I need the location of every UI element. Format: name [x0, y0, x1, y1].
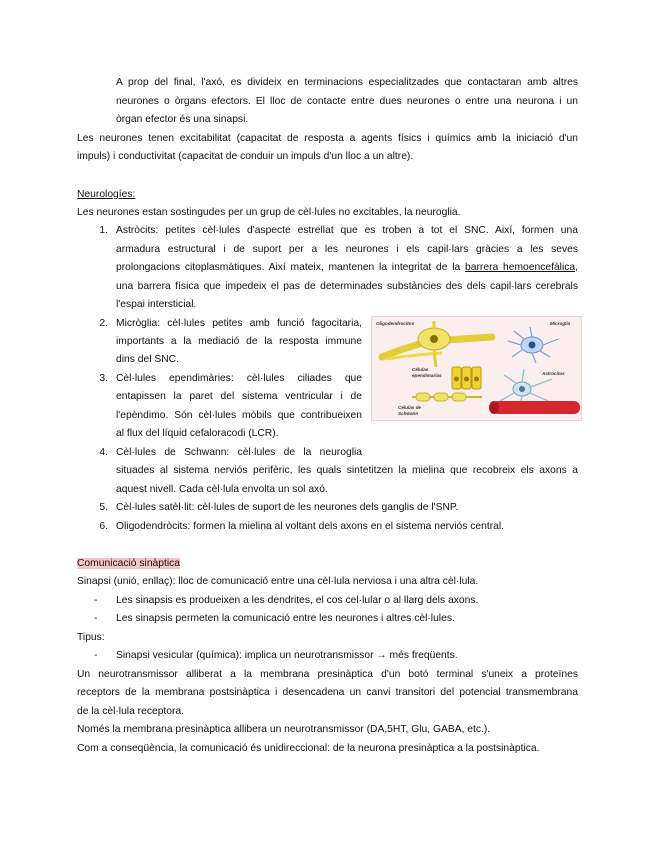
ependymal-line-2: entapissen la paret del sistema ventricular i de: [116, 391, 362, 402]
item-number: 6.: [99, 521, 108, 532]
blood-vessel-drawing: [489, 401, 580, 414]
figure-label-oligodendrocytes: Oligodendrocitos: [376, 321, 415, 326]
oligodendrocyte-drawing: [382, 321, 492, 367]
schwann-line-1: Cèl·lules de Schwann: cèl·lules de la neuroglia: [116, 447, 362, 458]
figure-label-schwann-1: Células de: [398, 405, 421, 410]
schwann-cells-drawing: [412, 393, 482, 401]
bullet-dash: -: [94, 650, 98, 661]
synaptic-heading: [77, 555, 180, 573]
astrocytes-line-3-text: prolongacions citoplasmàtiques. Així mateix, mantenen la integritat de la: [116, 262, 466, 273]
excitability-line-2: impuls) i conductivitat (capacitat de conduir un impuls d'un lloc a un altre).: [77, 151, 414, 162]
bullet-dash: -: [94, 595, 98, 606]
ependymal-line-4: al flux del líquid cefaloracodi (LCR).: [116, 428, 279, 439]
oligodendrocytes-line: Oligodendròcits: formen la mielina al voltant dels axons en el sistema nerviós central.: [116, 521, 505, 532]
unidirectional-line: Com a conseqüència, la comunicació és unidireccional: de la neurona presinàptica a la postsinàptica.: [77, 743, 540, 754]
figure-label-microglia: Microglía: [550, 321, 571, 326]
neuroglia-illustration: [372, 317, 581, 420]
figure-label-astrocytes: Astrocitos: [542, 371, 565, 376]
ependymal-line-3: l'epèndimo. Són cèl·lules mòbils que contribueixen: [116, 410, 362, 421]
item-number: 4.: [99, 447, 108, 458]
figure-label-ependymal-2: ependimarias: [412, 373, 442, 378]
astrocytes-line-2: armadura estructural i de suport per a les neurones i els capil·lars gràcies a les seves: [116, 244, 578, 255]
synapse-definition: Sinapsi (unió, enllaç): lloc de comunicació entre una cèl·lula nerviosa i una altra cèl·lula.: [77, 576, 479, 587]
astrocytes-line-1: Astròcits: petites cèl·lules d'aspecte estrellat que es troben a tot el SNC. Així, formen una: [116, 225, 578, 236]
bullet-dash: -: [94, 613, 98, 624]
ependymal-cells-drawing: [452, 367, 481, 389]
figure-label-ependymal-1: Células: [412, 367, 429, 372]
figure-label-schwann-2: Schwann: [398, 411, 419, 416]
satellite-line: Cèl·lules satèl·lit: cèl·lules de suport de les neurones dels ganglis de l'SNP.: [116, 502, 459, 513]
intro-line-3: òrgan efector és una sinapsi.: [116, 114, 249, 125]
intro-line-1: A prop del final, l'axó, es divideix en terminacions especialitzades que contactaran amb altres: [116, 77, 578, 88]
ependymal-line-1: Cèl·lules ependimàries: cèl·lules ciliades que: [116, 373, 362, 384]
neuroglia-figure: [371, 316, 582, 421]
microglia-line-3: dins del SNC.: [116, 354, 179, 365]
synapse-bullet-1: Les sinapsis es produeixen a les dendrites, el cos cel·lular o al llarg dels axons.: [116, 595, 479, 606]
microglia-drawing: [508, 327, 558, 363]
synaptic-heading-text: Comunicació sinàptica: [77, 558, 181, 569]
neurotransmitter-line-1: Un neurotransmissor alliberat a la membrana presinàptica d'un botó terminal s'uneix a proteïnes: [77, 669, 578, 680]
excitability-line-1: Les neurones tenen excitabilitat (capacitat de resposta a agents físics i químics amb la iniciació d'un: [77, 133, 578, 144]
microglia-line-1: Micròglia: cèl·lules petites amb funció fagocitaria,: [116, 318, 362, 329]
neurotransmitter-line-3: de la cèl·lula receptora.: [77, 706, 185, 717]
type-bullet: Sinapsi vesicular (química): implica un neurotransmissor → més freqüents.: [116, 650, 458, 661]
astrocytes-line-3-end: ,: [575, 262, 578, 273]
item-number: 5.: [99, 502, 108, 513]
item-number: 2.: [99, 318, 108, 329]
schwann-line-2: situades al sistema nerviós perifèric, les quals sintetitzen la mielina que recobreix els axons a: [116, 465, 578, 476]
neuroglia-intro: Les neurones estan sostingudes per un grup de cèl·lules no excitables, la neuroglia.: [77, 207, 461, 218]
astrocytes-line-5: l'espai intersticial.: [116, 299, 197, 310]
neuroglia-heading: Neurologíes:: [77, 189, 136, 200]
neurotransmitter-line-2: receptors de la membrana postsinàptica i desencadena un canvi transitori del potencial transmembrana: [77, 687, 578, 698]
item-number: 3.: [99, 373, 108, 384]
intro-line-2: neurones o òrgans efectors. El lloc de contacte entre dues neurones o entre una neurona i un: [116, 96, 578, 107]
blood-brain-barrier-link[interactable]: barrera hemoencefàlica: [465, 262, 576, 273]
astrocytes-line-4: una barrera física que impedeix el pas de determinades substàncies des dels capil·lars cerebrals: [116, 281, 578, 292]
item-number: 1.: [99, 225, 108, 236]
synapse-bullet-2: Les sinapsis permeten la comunicació entre les neurones i altres cèl·lules.: [116, 613, 455, 624]
types-label: Tipus:: [77, 632, 105, 643]
schwann-line-3: aquest nivell. Cada cèl·lula envolta un sol axó.: [116, 484, 328, 495]
astrocytes-line-3: [116, 259, 578, 277]
presynaptic-line: Només la membrana presinàptica allibera un neurotransmissor (DA,5HT, Glu, GABA, etc.).: [77, 724, 491, 735]
microglia-line-2: importants a la mediació de la resposta immune: [116, 336, 362, 347]
